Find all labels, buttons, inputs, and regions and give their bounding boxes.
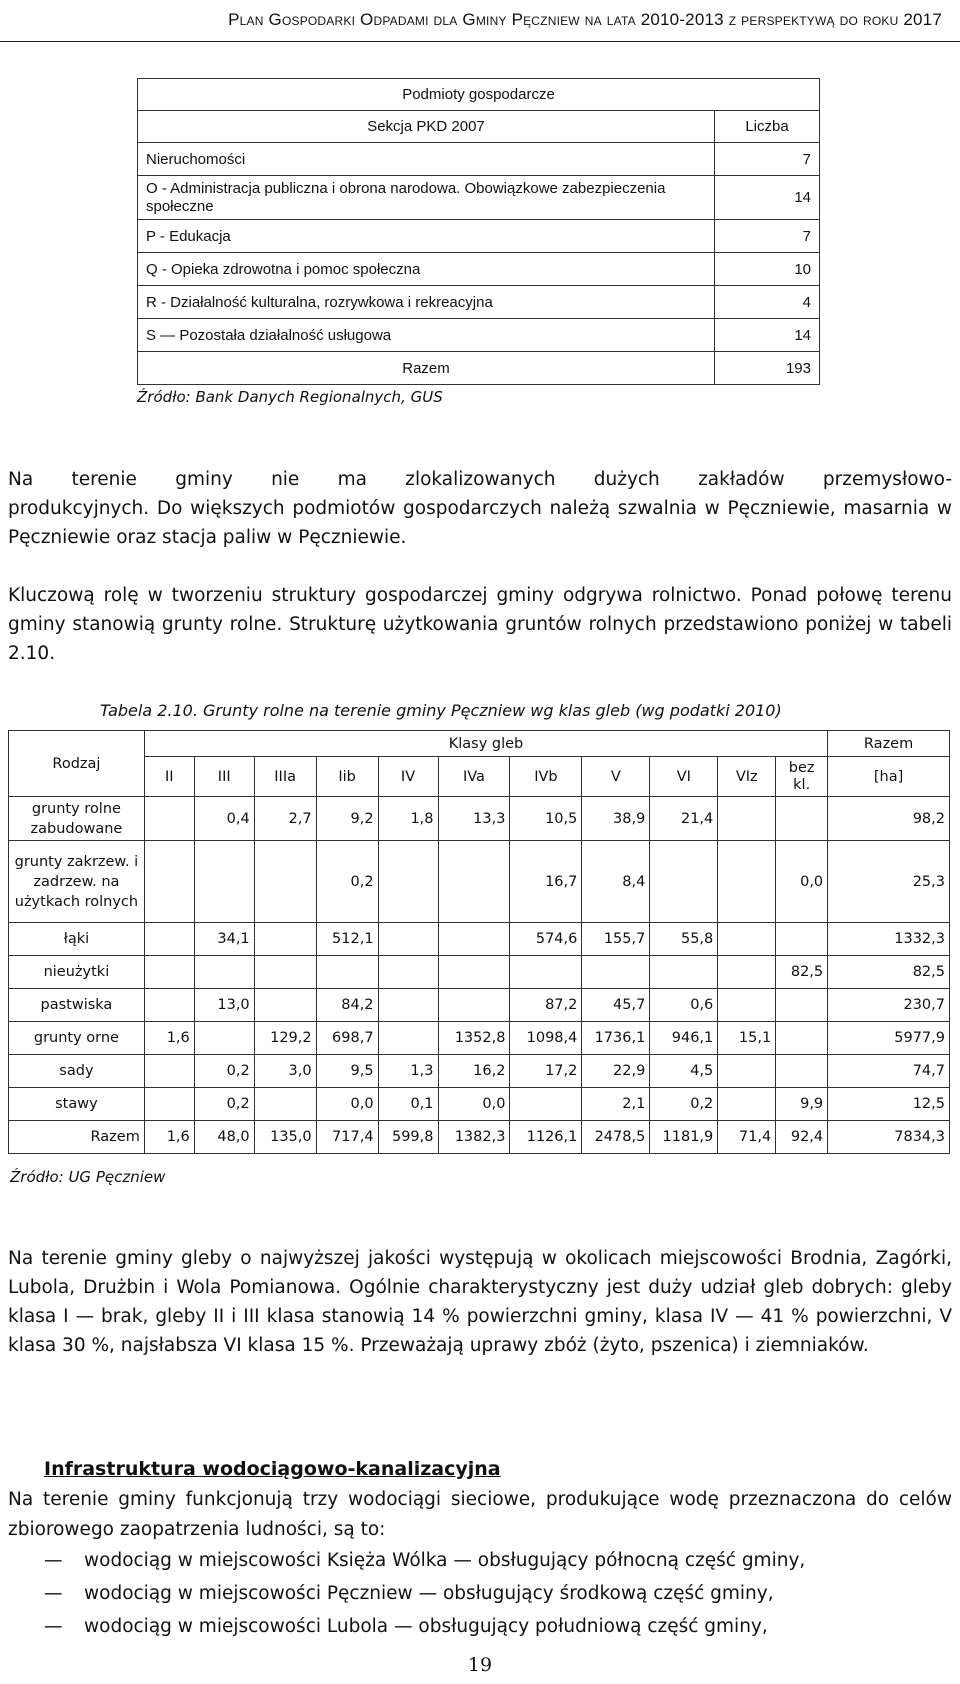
class-header: III [194, 757, 254, 797]
table2-caption: Tabela 2.10. Grunty rolne na terenie gminy Pęczniew wg klas gleb (wg podatki 2010) [100, 701, 782, 720]
class-header: VIz [718, 757, 776, 797]
table-row-label: Q - Opieka zdrowotna i pomoc społeczna [138, 253, 715, 286]
class-header: IIIa [254, 757, 316, 797]
table1-total-value: 193 [715, 352, 820, 385]
table-cell: 0,0 [776, 841, 828, 923]
row-total: 12,5 [828, 1088, 950, 1121]
table-cell: 82,5 [776, 956, 828, 989]
table-cell: 0,0 [438, 1088, 510, 1121]
table-row-value: 7 [715, 220, 820, 253]
row-label: sady [9, 1055, 145, 1088]
table-cell [254, 956, 316, 989]
table-cell: 1126,1 [510, 1121, 582, 1154]
class-header: IVb [510, 757, 582, 797]
table-cell: 155,7 [582, 923, 650, 956]
table-row-value: 14 [715, 176, 820, 220]
table-cell [144, 923, 194, 956]
table-cell: 0,2 [194, 1088, 254, 1121]
table-cell: 10,5 [510, 797, 582, 841]
table-cell [378, 923, 438, 956]
table-row-label: O - Administracja publiczna i obrona narodowa. Obowiązkowe zabezpieczenia społeczne [138, 176, 715, 220]
table-cell [144, 841, 194, 923]
table1-total-label: Razem [138, 352, 715, 385]
table-cell: 13,3 [438, 797, 510, 841]
list-item-text: wodociąg w miejscowości Pęczniew — obsługujący środkową część gminy, [84, 1583, 774, 1604]
col-header-ha: [ha] [828, 757, 950, 797]
table-cell [254, 923, 316, 956]
table-cell: 698,7 [316, 1022, 378, 1055]
section-intro: Na terenie gminy funkcjonują trzy wodociągi sieciowe, produkujące wodę przeznaczona do celów zbiorowego zaopatrzenia ludności, są to: [8, 1489, 952, 1540]
class-header: II [144, 757, 194, 797]
table-cell: 129,2 [254, 1022, 316, 1055]
table-cell: 17,2 [510, 1055, 582, 1088]
col-header-klasy: Klasy gleb [144, 731, 827, 757]
row-total: 1332,3 [828, 923, 950, 956]
paragraph-line: Na terenie gminy nie ma zlokalizowanych dużych zakładów przemysłowo- [8, 469, 952, 490]
row-total: 230,7 [828, 989, 950, 1022]
row-total: 82,5 [828, 956, 950, 989]
table-cell: 16,7 [510, 841, 582, 923]
row-total: 98,2 [828, 797, 950, 841]
table-cell: 0,1 [378, 1088, 438, 1121]
table-cell [254, 989, 316, 1022]
table-cell [776, 989, 828, 1022]
table-cell [438, 956, 510, 989]
table-row [9, 956, 950, 989]
table-cell: 0,0 [316, 1088, 378, 1121]
table-cell [378, 989, 438, 1022]
table-cell: 4,5 [650, 1055, 718, 1088]
table-cell [650, 841, 718, 923]
row-label: stawy [9, 1088, 145, 1121]
table-cell: 0,6 [650, 989, 718, 1022]
table-cell [776, 797, 828, 841]
table-cell [194, 956, 254, 989]
table1-title: Podmioty gospodarcze [138, 79, 820, 111]
row-total: 25,3 [828, 841, 950, 923]
table-row [9, 1022, 950, 1055]
table-cell: 1736,1 [582, 1022, 650, 1055]
table-cell [438, 989, 510, 1022]
table-cell [650, 956, 718, 989]
table-cell: 946,1 [650, 1022, 718, 1055]
table-row [9, 1121, 950, 1154]
table-cell [144, 956, 194, 989]
list-item-text: wodociąg w miejscowości Lubola — obsługujący południową część gminy, [84, 1616, 768, 1637]
row-label: grunty zakrzew. i zadrzew. na użytkach rolnych [9, 841, 145, 923]
paragraph-industry [8, 465, 952, 552]
table-cell: 84,2 [316, 989, 378, 1022]
table-cell [254, 1088, 316, 1121]
table-cell [776, 1022, 828, 1055]
table-cell: 512,1 [316, 923, 378, 956]
table-cell [776, 1055, 828, 1088]
table-cell: 1,6 [144, 1022, 194, 1055]
business-entities-table [137, 78, 820, 385]
table1-source: Źródło: Bank Danych Regionalnych, GUS [137, 388, 443, 406]
dash-bullet: — [44, 1616, 63, 1637]
table-cell [438, 923, 510, 956]
row-label: łąki [9, 923, 145, 956]
table-cell: 21,4 [650, 797, 718, 841]
section-heading: Infrastruktura wodociągowo-kanalizacyjna [44, 1458, 501, 1480]
table-cell [718, 989, 776, 1022]
table-cell [378, 841, 438, 923]
class-header: bez kl. [776, 757, 828, 797]
class-header: Iib [316, 757, 378, 797]
paragraph-agriculture: Kluczową rolę w tworzeniu struktury gospodarczej gminy odgrywa rolnictwo. Ponad połowę terenu gminy stanowią grunty rolne. Strukturę użytkowania gruntów rolnych przedstawiono poniżej w tabeli 2.10. [8, 585, 952, 664]
class-header: VI [650, 757, 718, 797]
table-row-label: R - Działalność kulturalna, rozrywkowa i rekreacyjna [138, 286, 715, 319]
table-cell: 87,2 [510, 989, 582, 1022]
table-row-label: S — Pozostała działalność usługowa [138, 319, 715, 352]
dash-bullet: — [44, 1550, 63, 1571]
table-cell: 55,8 [650, 923, 718, 956]
table-cell: 3,0 [254, 1055, 316, 1088]
table-cell [316, 956, 378, 989]
table-cell [144, 1055, 194, 1088]
table-cell: 8,4 [582, 841, 650, 923]
header-divider [0, 41, 960, 42]
table-cell [510, 1088, 582, 1121]
table-cell: 2,1 [582, 1088, 650, 1121]
row-label: grunty orne [9, 1022, 145, 1055]
table-cell [718, 923, 776, 956]
table-cell: 48,0 [194, 1121, 254, 1154]
table2-source: Źródło: UG Pęczniew [10, 1168, 166, 1186]
row-total: 74,7 [828, 1055, 950, 1088]
table1-col-count: Liczba [715, 111, 820, 143]
list-item [8, 1577, 952, 1610]
row-label: pastwiska [9, 989, 145, 1022]
table-row-value: 10 [715, 253, 820, 286]
table-cell: 34,1 [194, 923, 254, 956]
table-cell: 71,4 [718, 1121, 776, 1154]
list-item [8, 1610, 952, 1643]
table-cell: 38,9 [582, 797, 650, 841]
table-cell: 22,9 [582, 1055, 650, 1088]
table-cell: 135,0 [254, 1121, 316, 1154]
table-cell [510, 956, 582, 989]
table-cell: 0,2 [650, 1088, 718, 1121]
row-label: Razem [9, 1121, 145, 1154]
class-header: IVa [438, 757, 510, 797]
table-cell [254, 841, 316, 923]
page-header [0, 0, 960, 40]
table1-col-section: Sekcja PKD 2007 [138, 111, 715, 143]
table-cell: 16,2 [438, 1055, 510, 1088]
table-cell [144, 989, 194, 1022]
paragraph-soils: Na terenie gminy gleby o najwyższej jakości występują w okolicach miejscowości Brodnia, Zagórki, Lubola, Drużbin i Wola Pomianowa. Ogólnie charakterystyczny jest duży udział gleb dobrych: gleby klasa I — brak, gleby II i III klasa stanowią 14 % powierzchni gminy, klasa IV — 41 % powierzchni, V klasa 30 %, najsłabsza VI klasa 15 %. Przeważają uprawy zbóż (żyto, pszenica) i ziemniaków. [8, 1248, 952, 1356]
table-cell: 9,2 [316, 797, 378, 841]
table-row-value: 7 [715, 143, 820, 176]
table-cell: 45,7 [582, 989, 650, 1022]
table-cell [378, 1022, 438, 1055]
table-cell: 0,2 [316, 841, 378, 923]
table-row-value: 14 [715, 319, 820, 352]
table-cell [194, 841, 254, 923]
table-row [9, 989, 950, 1022]
table-cell: 1352,8 [438, 1022, 510, 1055]
table-cell: 9,5 [316, 1055, 378, 1088]
table-cell [378, 956, 438, 989]
table-cell: 15,1 [718, 1022, 776, 1055]
table-cell [718, 797, 776, 841]
row-label: grunty rolne zabudowane [9, 797, 145, 841]
table-cell: 92,4 [776, 1121, 828, 1154]
table-cell: 717,4 [316, 1121, 378, 1154]
table-cell: 1098,4 [510, 1022, 582, 1055]
dash-bullet: — [44, 1583, 63, 1604]
table-cell [718, 1055, 776, 1088]
col-header-rodzaj: Rodzaj [9, 731, 145, 797]
bullet-list [8, 1544, 952, 1643]
table-cell [438, 841, 510, 923]
table-row [9, 923, 950, 956]
col-header-razem: Razem [828, 731, 950, 757]
table-cell: 9,9 [776, 1088, 828, 1121]
table-cell: 574,6 [510, 923, 582, 956]
table-cell: 2478,5 [582, 1121, 650, 1154]
table-cell [718, 841, 776, 923]
row-label: nieużytki [9, 956, 145, 989]
row-total: 7834,3 [828, 1121, 950, 1154]
table-cell: 599,8 [378, 1121, 438, 1154]
table-cell: 0,2 [194, 1055, 254, 1088]
paragraph-text: produkcyjnych. Do większych podmiotów gospodarczych należą szwalnia w Pęczniewie, masarnia w Pęczniewie oraz stacja paliw w Pęczniewie. [8, 498, 952, 548]
list-item-text: wodociąg w miejscowości Księża Wólka — obsługujący północną część gminy, [84, 1550, 806, 1571]
table-row [9, 1055, 950, 1088]
table-cell: 0,4 [194, 797, 254, 841]
table-cell: 1,6 [144, 1121, 194, 1154]
table-row [9, 797, 950, 841]
table-cell: 1181,9 [650, 1121, 718, 1154]
table-cell [718, 1088, 776, 1121]
table-cell [718, 956, 776, 989]
table-cell: 1382,3 [438, 1121, 510, 1154]
page-number: 19 [467, 1654, 493, 1676]
row-total: 5977,9 [828, 1022, 950, 1055]
table-cell: 1,8 [378, 797, 438, 841]
table-cell: 2,7 [254, 797, 316, 841]
table-row [9, 841, 950, 923]
table-cell: 13,0 [194, 989, 254, 1022]
table-cell [194, 1022, 254, 1055]
table-row [9, 1088, 950, 1121]
table-row-value: 4 [715, 286, 820, 319]
class-header: V [582, 757, 650, 797]
table-cell [144, 797, 194, 841]
table-row-label: P - Edukacja [138, 220, 715, 253]
list-item [8, 1544, 952, 1577]
table-cell [776, 923, 828, 956]
class-header: IV [378, 757, 438, 797]
header-title: Plan Gospodarki Odpadami dla Gminy Pęczniew na lata 2010-2013 z perspektywą do roku 2017 [228, 10, 942, 29]
table-cell [582, 956, 650, 989]
table-cell [144, 1088, 194, 1121]
table-row-label: Nieruchomości [138, 143, 715, 176]
soil-classes-table [8, 730, 950, 1154]
table-cell: 1,3 [378, 1055, 438, 1088]
